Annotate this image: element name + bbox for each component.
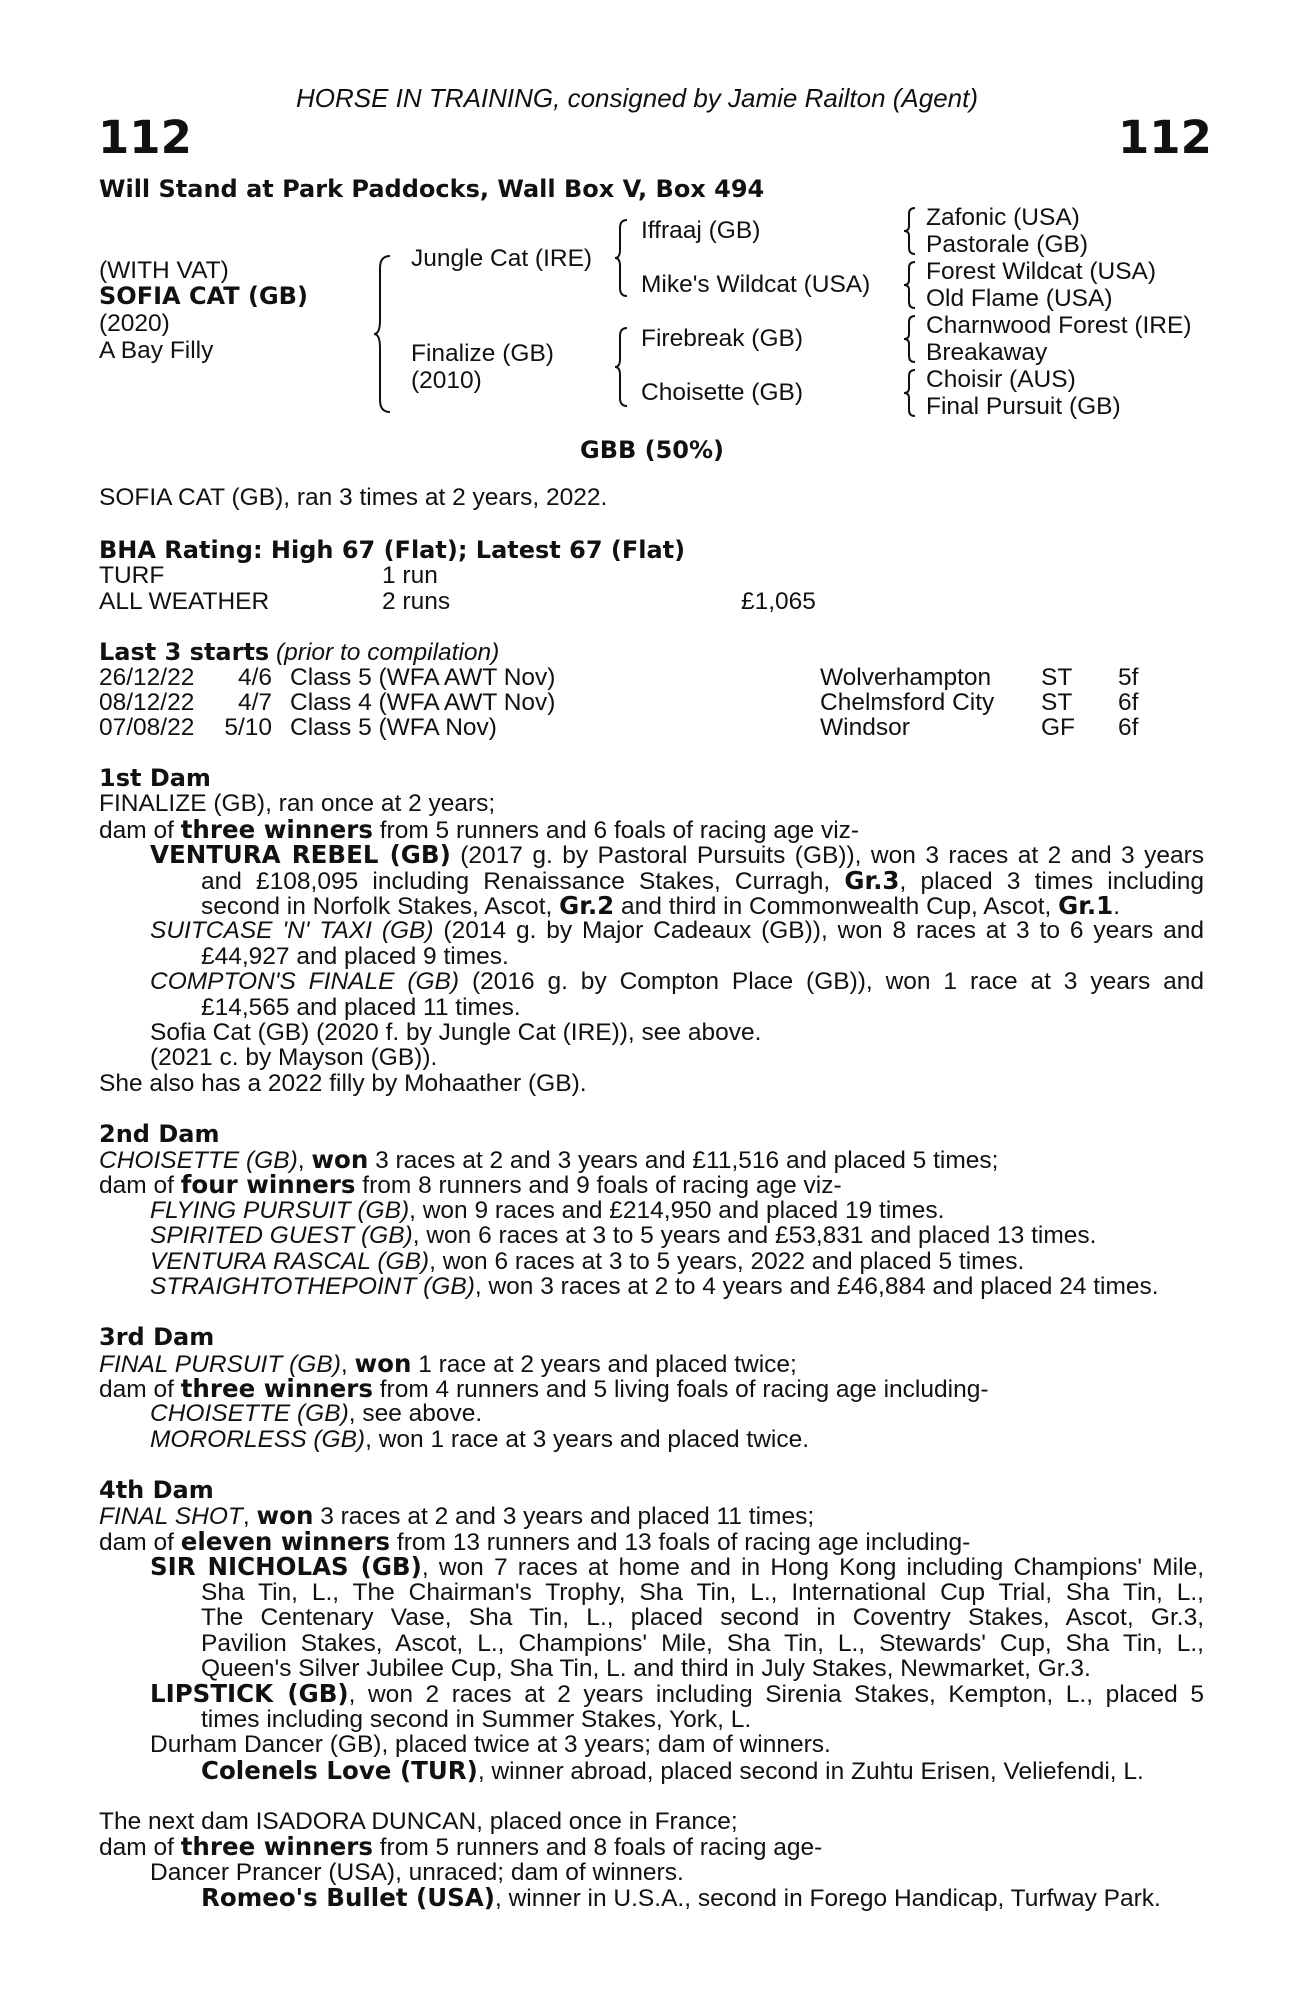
progeny-sofia-cat: Sofia Cat (GB) (2020 f. by Jungle Cat (IRE)), see above. [150, 1019, 762, 1046]
dam: Finalize (GB) [411, 340, 554, 367]
start-distance: 6f [1118, 714, 1139, 741]
text: , [340, 1351, 355, 1378]
fourth-dam-produce-line [99, 1529, 970, 1555]
text: , [242, 1503, 257, 1530]
start-course: Wolverhampton [820, 664, 992, 691]
progeny-name: MORORLESS (GB) [150, 1426, 366, 1453]
rating-runs: 1 run [382, 562, 438, 589]
rating-prize: £1,065 [741, 588, 816, 615]
text: , won 9 races and £214,950 and placed 19 times. [409, 1197, 945, 1224]
start-class: Class 4 (WFA AWT Nov) [290, 689, 556, 716]
winners-count: three winners [180, 1374, 373, 1403]
horse-year: (2020) [99, 310, 170, 337]
winners-count: three winners [180, 815, 373, 844]
winners-count: four winners [180, 1170, 356, 1199]
progeny-name: Romeo's Bullet (USA) [201, 1883, 495, 1912]
progeny-suitcase [150, 918, 1204, 944]
progeny-name: SIR NICHOLAS (GB) [150, 1552, 422, 1581]
start-going: ST [1041, 664, 1073, 691]
ssd: Pastorale (GB) [926, 231, 1089, 258]
text: , see above. [348, 1400, 483, 1427]
rating-title: BHA Rating: High 67 (Flat); Latest 67 (Flat) [99, 536, 686, 564]
dam-name: FINAL SHOT [99, 1503, 243, 1530]
dam-year: (2010) [411, 367, 482, 394]
dam-sire: Firebreak (GB) [641, 325, 804, 352]
text: , won 6 races at 3 to 5 years, 2022 and placed 5 times. [429, 1248, 1025, 1275]
fourth-dam-line [99, 1503, 814, 1529]
grade: Gr.2 [559, 891, 615, 920]
progeny-continuation: The Centenary Vase, Sha Tin, L., placed second in Coventry Stakes, Ascot, Gr.3, [201, 1604, 1204, 1631]
text: (2017 g. by Pastoral Pursuits (GB)), won 3 races at 2 and 3 years [450, 842, 1205, 869]
text: from 5 runners and 6 foals of racing age viz- [372, 817, 860, 844]
first-dam-line: FINALIZE (GB), ran once at 2 years; [99, 790, 496, 817]
dds: Choisir (AUS) [926, 366, 1076, 393]
dam-dam: Choisette (GB) [641, 379, 804, 406]
start-course: Chelmsford City [820, 689, 995, 716]
first-dam-produce-line [99, 817, 859, 843]
text: 3 races at 2 and 3 years and £11,516 and placed 5 times; [368, 1147, 999, 1174]
start-course: Windsor [820, 714, 910, 741]
progeny-continuation: Queen's Silver Jubilee Cup, Sha Tin, L. and third in July Stakes, Newmarket, Gr.3. [201, 1655, 1091, 1682]
brace-ds [903, 314, 917, 364]
progeny-name: CHOISETTE (GB) [150, 1400, 349, 1427]
progeny-2022-filly: She also has a 2022 filly by Mohaather (GB). [99, 1070, 587, 1097]
text: , winner in U.S.A., second in Forego Handicap, Turfway Park. [494, 1885, 1161, 1912]
progeny-ventura-rebel [150, 842, 1204, 868]
won-label: won [256, 1501, 314, 1530]
third-dam-line [99, 1351, 797, 1377]
progeny-colenels-love [201, 1758, 1144, 1784]
start-class: Class 5 (WFA Nov) [290, 714, 497, 741]
sire-sire: Iffraaj (GB) [641, 217, 761, 244]
second-dam-line [99, 1147, 998, 1173]
progeny-continuation: £14,565 and placed 11 times. [201, 994, 521, 1021]
brace-sd [903, 260, 917, 310]
text: from 13 runners and 13 foals of racing age including- [390, 1529, 971, 1556]
gbb-percentage: GBB (50%) [580, 436, 725, 464]
fourth-dam-title: 4th Dam [99, 1476, 214, 1504]
grade: Gr.3 [844, 866, 900, 895]
text: , [297, 1147, 312, 1174]
progeny-comptons-finale [150, 969, 1204, 995]
text: , won 2 races at 2 years including Sirenia Stakes, Kempton, L., placed 5 [348, 1681, 1204, 1708]
sdd: Old Flame (USA) [926, 285, 1113, 312]
text: , won 7 races at home and in Hong Kong including Champions' Mile, [421, 1554, 1205, 1581]
stand-location: Will Stand at Park Paddocks, Wall Box V, Box 494 [99, 175, 765, 203]
progeny-item [150, 1274, 1159, 1300]
sire: Jungle Cat (IRE) [411, 245, 593, 272]
progeny-continuation: £44,927 and placed 9 times. [201, 943, 509, 970]
progeny-dancer-prancer: Dancer Prancer (USA), unraced; dam of winners. [150, 1859, 684, 1886]
start-date: 26/12/22 [99, 664, 195, 691]
consignor-line: HORSE IN TRAINING, consigned by Jamie Railton (Agent) [296, 83, 979, 113]
dam-name: FINAL PURSUIT (GB) [99, 1351, 341, 1378]
text: 1 race at 2 years and placed twice; [411, 1351, 797, 1378]
progeny-item [150, 1198, 944, 1224]
sds: Forest Wildcat (USA) [926, 258, 1157, 285]
third-dam-produce-line [99, 1376, 988, 1402]
text: 3 races at 2 and 3 years and placed 11 times; [313, 1503, 815, 1530]
text: from 4 runners and 5 living foals of racing age including- [372, 1376, 989, 1403]
progeny-item [150, 1249, 1024, 1275]
grade: Gr.1 [1058, 891, 1114, 920]
progeny-item [150, 1427, 809, 1453]
progeny-continuation [201, 893, 1120, 919]
start-going: ST [1041, 689, 1073, 716]
start-distance: 6f [1118, 689, 1139, 716]
text: dam of [99, 1529, 181, 1556]
progeny-continuation: Pavilion Stakes, Ascot, L., Champions' Mile, Sha Tin, L., Stewards' Cup, Sha Tin, L., [201, 1630, 1204, 1657]
progeny-name: SUITCASE 'N' TAXI (GB) [150, 917, 434, 944]
brace-dam [614, 326, 630, 408]
first-dam-title: 1st Dam [99, 764, 211, 792]
last-starts-note: (prior to compilation) [276, 639, 500, 666]
progeny-continuation: Sha Tin, L., The Chairman's Trophy, Sha Tin, L., International Cup Trial, Sha Tin, L., [201, 1579, 1204, 1606]
progeny-continuation: times including second in Summer Stakes, York, L. [201, 1706, 752, 1733]
start-position: 5/10 [224, 714, 272, 741]
text: . [1113, 893, 1121, 920]
horse-description: A Bay Filly [99, 337, 214, 364]
start-date: 07/08/22 [99, 714, 195, 741]
lot-number-left: 112 [98, 111, 192, 164]
progeny-item [150, 1401, 482, 1427]
progeny-name: FLYING PURSUIT (GB) [150, 1197, 410, 1224]
progeny-name: Colenels Love (TUR) [201, 1756, 478, 1785]
progeny-name: VENTURA RASCAL (GB) [150, 1248, 430, 1275]
text: (2014 g. by Major Cadeaux (GB)), won 8 races at 3 to 6 years and [433, 917, 1204, 944]
start-class: Class 5 (WFA AWT Nov) [290, 664, 556, 691]
text: from 5 runners and 8 foals of racing age- [372, 1834, 823, 1861]
race-summary: SOFIA CAT (GB), ran 3 times at 2 years, 2022. [99, 484, 608, 511]
ddd: Final Pursuit (GB) [926, 393, 1121, 420]
second-dam-produce-line [99, 1172, 842, 1198]
progeny-durham-dancer: Durham Dancer (GB), placed twice at 3 years; dam of winners. [150, 1731, 831, 1758]
text: dam of [99, 1172, 181, 1199]
text: and £108,095 including Renaissance Stakes, Curragh, [201, 868, 831, 895]
text: , won 3 races at 2 to 4 years and £46,884 and placed 24 times. [474, 1273, 1159, 1300]
next-dam-line: The next dam ISADORA DUNCAN, placed once in France; [99, 1808, 738, 1835]
brace-main [372, 254, 394, 414]
sss: Zafonic (USA) [926, 204, 1080, 231]
brace-ss [903, 206, 917, 256]
vat-note: (WITH VAT) [99, 257, 229, 284]
horse-name: SOFIA CAT (GB) [99, 282, 308, 310]
second-dam-title: 2nd Dam [99, 1120, 220, 1148]
text: dam of [99, 1376, 181, 1403]
won-label: won [311, 1145, 369, 1174]
progeny-item [150, 1223, 1096, 1249]
dsd: Breakaway [926, 339, 1048, 366]
dss: Charnwood Forest (IRE) [926, 312, 1192, 339]
progeny-name: LIPSTICK (GB) [150, 1679, 349, 1708]
dam-name: CHOISETTE (GB) [99, 1147, 298, 1174]
progeny-sir-nicholas [150, 1554, 1204, 1580]
rating-surface: ALL WEATHER [99, 588, 270, 615]
last-starts-heading [99, 640, 499, 666]
text: second in Norfolk Stakes, Ascot, [201, 893, 560, 920]
third-dam-title: 3rd Dam [99, 1323, 215, 1351]
progeny-lipstick [150, 1681, 1204, 1707]
start-distance: 5f [1118, 664, 1139, 691]
rating-runs: 2 runs [382, 588, 451, 615]
lot-number-right: 112 [1118, 111, 1212, 164]
text: and third in Commonwealth Cup, Ascot, [614, 893, 1059, 920]
progeny-continuation [201, 868, 1204, 894]
text: from 8 runners and 9 foals of racing age viz- [355, 1172, 842, 1199]
start-going: GF [1041, 714, 1076, 741]
progeny-name: VENTURA REBEL (GB) [150, 840, 451, 869]
progeny-name: SPIRITED GUEST (GB) [150, 1222, 413, 1249]
start-position: 4/6 [237, 664, 272, 691]
next-dam-produce-line [99, 1834, 822, 1860]
won-label: won [354, 1349, 412, 1378]
brace-dd [903, 368, 917, 418]
brace-sire [614, 218, 630, 298]
start-position: 4/7 [237, 689, 272, 716]
text: , won 1 race at 3 years and placed twice. [365, 1426, 810, 1453]
progeny-name: COMPTON'S FINALE (GB) [150, 968, 460, 995]
text: dam of [99, 1834, 181, 1861]
text: , placed 3 times including [899, 868, 1204, 895]
text: dam of [99, 817, 181, 844]
progeny-2021-colt: (2021 c. by Mayson (GB)). [150, 1044, 438, 1071]
winners-count: eleven winners [180, 1527, 391, 1556]
rating-surface: TURF [99, 562, 165, 589]
progeny-romeos-bullet [201, 1885, 1161, 1911]
last-starts-title: Last 3 starts [99, 638, 270, 666]
text: , won 6 races at 3 to 5 years and £53,831 and placed 13 times. [412, 1222, 1097, 1249]
progeny-name: STRAIGHTOTHEPOINT (GB) [150, 1273, 475, 1300]
start-date: 08/12/22 [99, 689, 195, 716]
text: (2016 g. by Compton Place (GB)), won 1 race at 3 years and [459, 968, 1204, 995]
winners-count: three winners [180, 1832, 373, 1861]
text: , winner abroad, placed second in Zuhtu Erisen, Veliefendi, L. [477, 1758, 1144, 1785]
sire-dam: Mike's Wildcat (USA) [641, 271, 871, 298]
